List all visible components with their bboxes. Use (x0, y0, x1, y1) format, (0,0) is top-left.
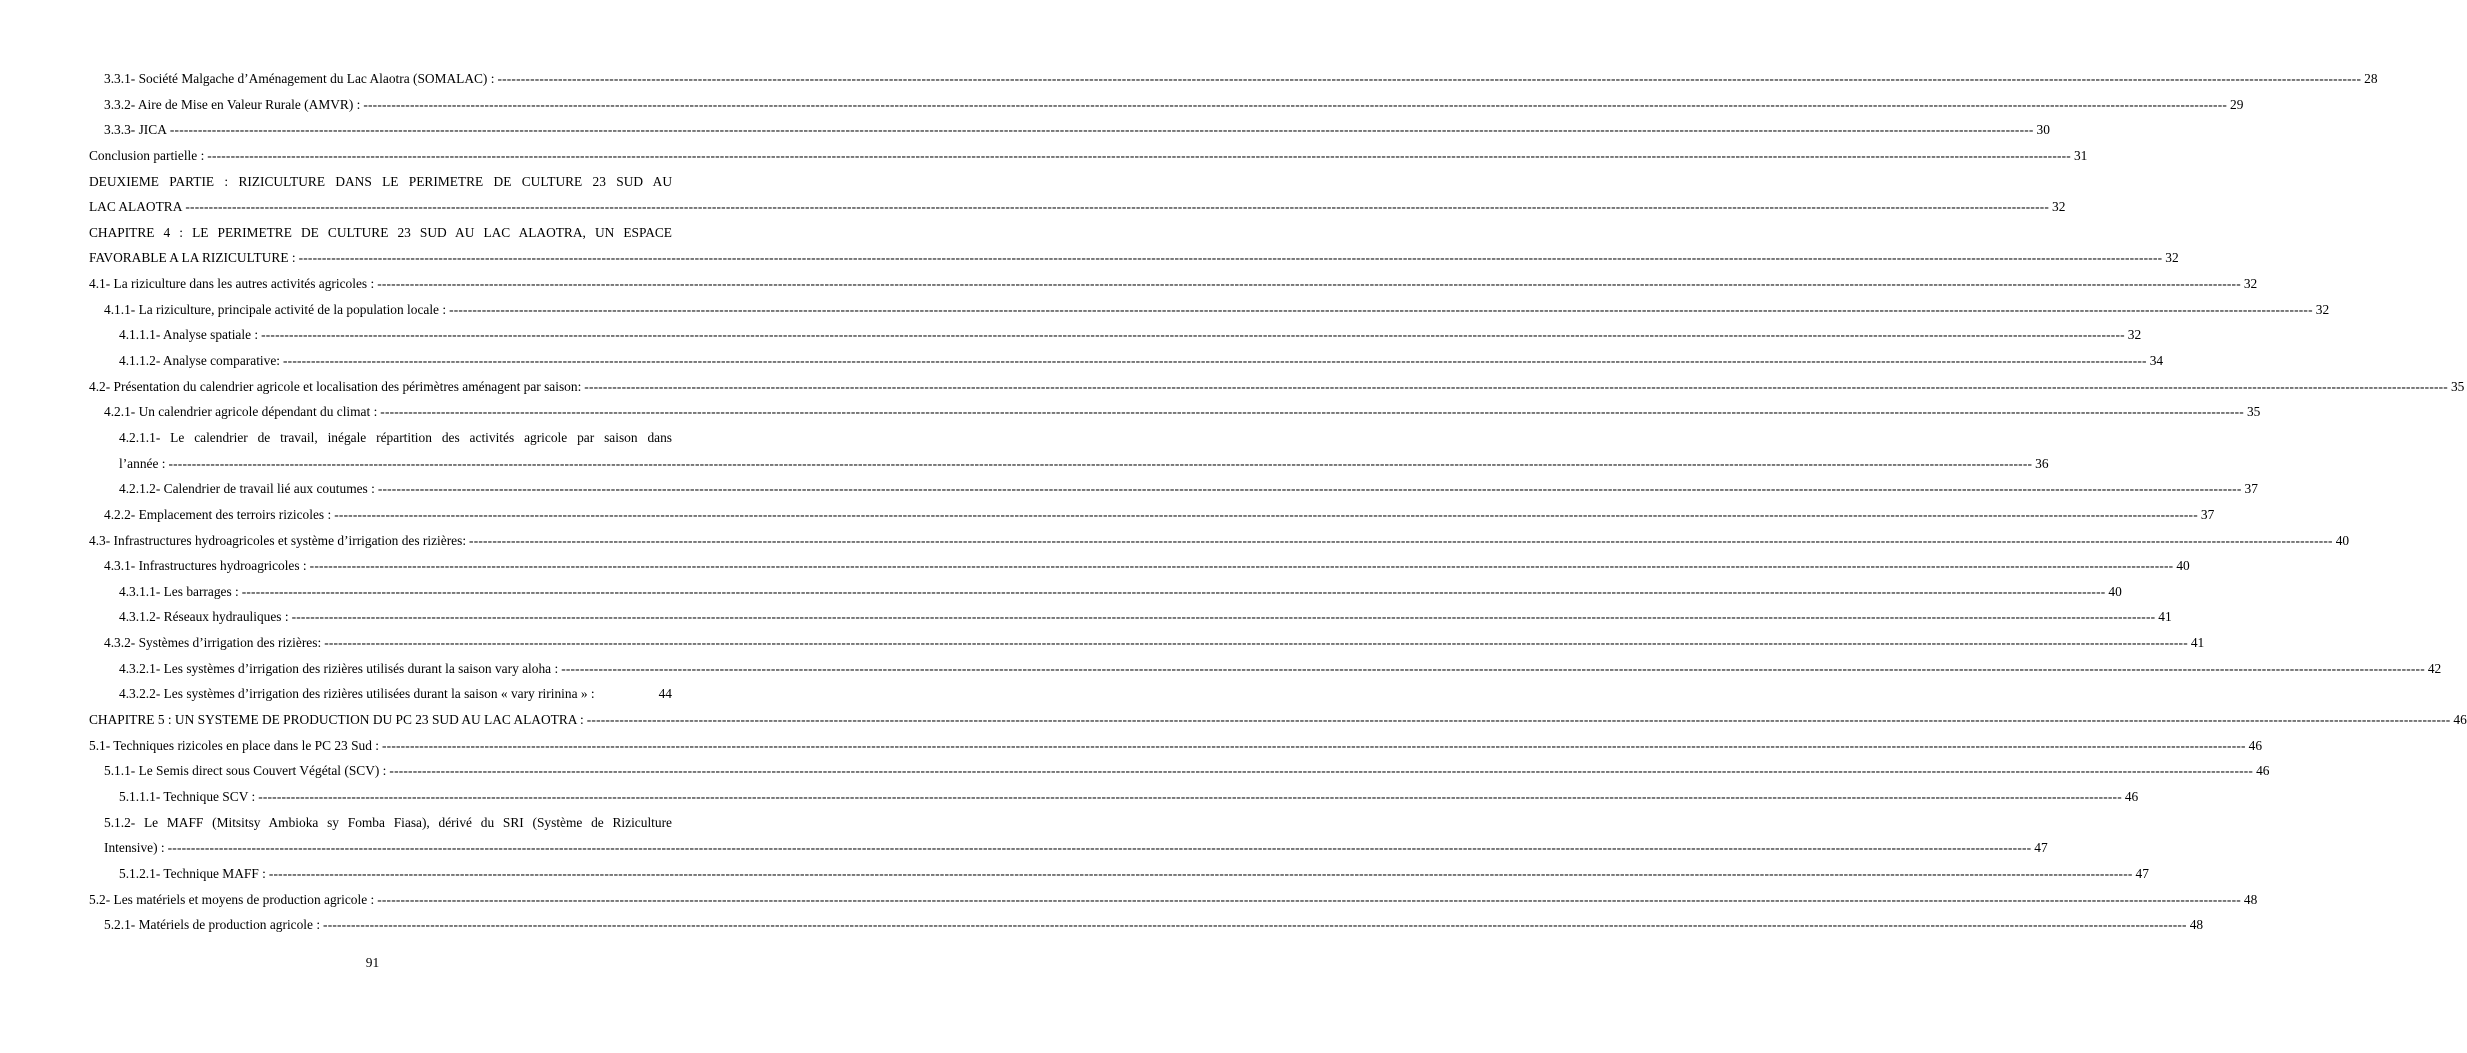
toc-entry-title: 5.2- Les matériels et moyens de production agricole : (89, 891, 375, 907)
toc-entry (89, 579, 2122, 605)
toc-entry (89, 887, 2258, 913)
dot-leader: ---------------------------------------------------------------------------------------------------------------------------------------------------------------------------------------------------------------------------------------------------------------------------------------------------------------------------------------------------------------------------------------------------------------- (309, 558, 2174, 574)
toc-entry-title: 4.1.1- La riziculture, principale activité de la population locale : (104, 301, 447, 317)
toc-entry (89, 630, 2205, 656)
toc-entry-page: 35 (2246, 404, 2261, 420)
dot-leader: ---------------------------------------------------------------------------------------------------------------------------------------------------------------------------------------------------------------------------------------------------------------------------------------------------------------------------------------------------------------------------------------------------------------- (380, 404, 2244, 420)
toc-entry-page: 46 (2256, 763, 2270, 779)
toc-entry (89, 245, 2179, 271)
dot-leader: ---------------------------------------------------------------------------------------------------------------------------------------------------------------------------------------------------------------------------------------------------------------------------------------------------------------------------------------------------------------------------------------------------------------- (268, 865, 2133, 881)
toc-entry: CHAPITRE 4 : LE PERIMETRE DE CULTURE 23 SUD AU LAC ALAOTRA, UN ESPACE (89, 224, 672, 240)
toc-entry-title: 4.3.2- Systèmes d’irrigation des rizières: (104, 635, 322, 651)
toc-entry-title: 5.1.2.1- Technique MAFF : (119, 865, 266, 881)
toc-entry-page: 40 (2176, 558, 2190, 574)
toc-entry-title: 4.3.1.2- Réseaux hydrauliques : (119, 609, 289, 625)
dot-leader: ---------------------------------------------------------------------------------------------------------------------------------------------------------------------------------------------------------------------------------------------------------------------------------------------------------------------------------------------------------------------------------------------------------------- (324, 635, 2188, 651)
toc-entry (89, 861, 2149, 887)
dot-leader: ---------------------------------------------------------------------------------------------------------------------------------------------------------------------------------------------------------------------------------------------------------------------------------------------------------------------------------------------------------------------------------------------------------------- (261, 327, 2125, 343)
toc-entry (89, 733, 2263, 759)
toc-entry-page: 48 (2243, 891, 2258, 907)
dot-leader: ---------------------------------------------------------------------------------------------------------------------------------------------------------------------------------------------------------------------------------------------------------------------------------------------------------------------------------------------------------------------------------------------------------------- (323, 917, 2187, 933)
dot-leader: ---------------------------------------------------------------------------------------------------------------------------------------------------------------------------------------------------------------------------------------------------------------------------------------------------------------------------------------------------------------------------------------------------------------- (334, 506, 2198, 522)
toc-entry (89, 656, 2442, 682)
toc-entry (89, 143, 2088, 169)
table-of-contents (89, 66, 2467, 938)
toc-entry-page: 35 (2450, 378, 2465, 394)
toc-entry-page: 42 (2427, 660, 2442, 676)
dot-leader: ---------------------------------------------------------------------------------------------------------------------------------------------------------------------------------------------------------------------------------------------------------------------------------------------------------------------------------------------------------------------------------------------------------------- (449, 301, 2313, 317)
toc-entry-title: 4.3- Infrastructures hydroagricoles et système d’irrigation des rizières: (89, 532, 467, 548)
toc-entry (89, 194, 2066, 220)
toc-entry-title: 4.2.2- Emplacement des terroirs rizicoles : (104, 506, 332, 522)
toc-entry-page: 47 (2034, 840, 2048, 856)
toc-entry-title: 4.2.1- Un calendrier agricole dépendant du climat : (104, 404, 378, 420)
toc-entry (89, 758, 2270, 784)
toc-entry-page: 40 (2335, 532, 2350, 548)
toc-entry: DEUXIEME PARTIE : RIZICULTURE DANS LE PERIMETRE DE CULTURE 23 SUD AU (89, 173, 672, 189)
toc-entry (89, 707, 2467, 733)
dot-leader: ---------------------------------------------------------------------------------------------------------------------------------------------------------------------------------------------------------------------------------------------------------------------------------------------------------------------------------------------------------------------------------------------------------------- (377, 276, 2241, 292)
toc-entry: 4.2.1.1- Le calendrier de travail, inégale répartition des activités agricole par saison dans (119, 429, 672, 445)
toc-entry-title: 4.2.1.2- Calendrier de travail lié aux coutumes : (119, 481, 375, 497)
toc-entry-page: 34 (2149, 353, 2164, 369)
toc-entry-page: 46 (2124, 788, 2139, 804)
dot-leader: ---------------------------------------------------------------------------------------------------------------------------------------------------------------------------------------------------------------------------------------------------------------------------------------------------------------------------------------------------------------------------------------------------------------- (389, 763, 2254, 779)
toc-entry (89, 784, 2139, 810)
dot-leader: ---------------------------------------------------------------------------------------------------------------------------------------------------------------------------------------------------------------------------------------------------------------------------------------------------------------------------------------------------------------------------------------------------------------- (207, 147, 2071, 163)
toc-entry-page: 32 (2127, 327, 2142, 343)
dot-leader: ---------------------------------------------------------------------------------------------------------------------------------------------------------------------------------------------------------------------------------------------------------------------------------------------------------------------------------------------------------------------------------------------------------------- (363, 96, 2228, 112)
toc-entry-title: CHAPITRE 5 : UN SYSTEME DE PRODUCTION DU PC 23 SUD AU LAC ALAOTRA : (89, 712, 584, 728)
toc-entry-title: 4.3.1- Infrastructures hydroagricoles : (104, 558, 307, 574)
toc-entry (89, 528, 2350, 554)
toc-entry-title: 4.1- La riziculture dans les autres activités agricoles : (89, 276, 375, 292)
dot-leader: ---------------------------------------------------------------------------------------------------------------------------------------------------------------------------------------------------------------------------------------------------------------------------------------------------------------------------------------------------------------------------------------------------------------- (469, 532, 2333, 548)
toc-entry-title: 4.3.1.1- Les barrages : (119, 583, 239, 599)
toc-entry-page: 37 (2200, 506, 2215, 522)
toc-entry-page: 46 (2248, 737, 2263, 753)
toc-entry-title: 5.2.1- Matériels de production agricole : (104, 917, 321, 933)
toc-entry-title: 3.3.2- Aire de Mise en Valeur Rurale (AMVR) : (104, 96, 361, 112)
toc-entry-title: FAVORABLE A LA RIZICULTURE : (89, 250, 296, 266)
dot-leader: ---------------------------------------------------------------------------------------------------------------------------------------------------------------------------------------------------------------------------------------------------------------------------------------------------------------------------------------------------------------------------------------------------------------- (168, 455, 2033, 471)
toc-entry-page: 32 (2243, 276, 2258, 292)
toc-entry (89, 66, 2378, 92)
toc-entry-page: 30 (2036, 122, 2050, 138)
toc-entry-page: 44 (658, 686, 672, 702)
toc-entry-page: 31 (2073, 147, 2088, 163)
toc-entry-title: 3.3.3- JICA (104, 122, 167, 138)
toc-entry-page: 47 (2135, 865, 2149, 881)
toc-entry-page: 46 (2453, 712, 2467, 728)
toc-entry-page: 40 (2108, 583, 2122, 599)
toc-entry (89, 374, 2465, 400)
toc-entry (89, 297, 2330, 323)
dot-leader: ---------------------------------------------------------------------------------------------------------------------------------------------------------------------------------------------------------------------------------------------------------------------------------------------------------------------------------------------------------------------------------------------------------------- (169, 122, 2034, 138)
toc-entry-page: 41 (2158, 609, 2172, 625)
dot-leader: ---------------------------------------------------------------------------------------------------------------------------------------------------------------------------------------------------------------------------------------------------------------------------------------------------------------------------------------------------------------------------------------------------------------- (377, 891, 2241, 907)
dot-leader: ---------------------------------------------------------------------------------------------------------------------------------------------------------------------------------------------------------------------------------------------------------------------------------------------------------------------------------------------------------------------------------------------------------------- (584, 378, 2448, 394)
toc-entry (89, 835, 2048, 861)
dot-leader: ---------------------------------------------------------------------------------------------------------------------------------------------------------------------------------------------------------------------------------------------------------------------------------------------------------------------------------------------------------------------------------------------------------------- (241, 583, 2106, 599)
toc-entry (89, 681, 672, 707)
toc-entry-page: 41 (2190, 635, 2205, 651)
toc-entry-title: 5.1- Techniques rizicoles en place dans le PC 23 Sud : (89, 737, 379, 753)
dot-leader: ---------------------------------------------------------------------------------------------------------------------------------------------------------------------------------------------------------------------------------------------------------------------------------------------------------------------------------------------------------------------------------------------------------------- (377, 481, 2242, 497)
toc-entry (89, 322, 2142, 348)
dot-leader: ---------------------------------------------------------------------------------------------------------------------------------------------------------------------------------------------------------------------------------------------------------------------------------------------------------------------------------------------------------------------------------------------------------------- (586, 712, 2451, 728)
toc-entry-title: 5.1.1.1- Technique SCV : (119, 788, 256, 804)
toc-entry (89, 476, 2258, 502)
toc-entry-page: 36 (2035, 455, 2049, 471)
dot-leader (595, 681, 659, 707)
toc-entry (89, 553, 2190, 579)
toc-entry-page: 32 (2052, 199, 2066, 215)
toc-entry-title: 4.1.1.2- Analyse comparative: (119, 353, 281, 369)
dot-leader: ---------------------------------------------------------------------------------------------------------------------------------------------------------------------------------------------------------------------------------------------------------------------------------------------------------------------------------------------------------------------------------------------------------------- (561, 660, 2425, 676)
toc-entry-title: 5.1.1- Le Semis direct sous Couvert Végétal (SCV) : (104, 763, 387, 779)
toc-entry-page: 28 (2364, 71, 2378, 86)
toc-entry (89, 502, 2215, 528)
toc-entry-title: 4.3.2.2- Les systèmes d’irrigation des rizières utilisées durant la saison « vary ririnina » : (119, 686, 595, 702)
dot-leader: ---------------------------------------------------------------------------------------------------------------------------------------------------------------------------------------------------------------------------------------------------------------------------------------------------------------------------------------------------------------------------------------------------------------- (185, 199, 2050, 215)
toc-entry-title: LAC ALAOTRA (89, 199, 183, 215)
toc-entry (89, 117, 2050, 143)
page-number: 91 (365, 955, 380, 970)
toc-entry-title: l’année : (119, 455, 166, 471)
toc-entry-page: 32 (2165, 250, 2179, 266)
toc-entry-title: 4.1.1.1- Analyse spatiale : (119, 327, 259, 343)
toc-entry (89, 451, 2049, 477)
toc-entry (89, 271, 2258, 297)
toc-entry-page: 37 (2244, 481, 2258, 497)
dot-leader: ---------------------------------------------------------------------------------------------------------------------------------------------------------------------------------------------------------------------------------------------------------------------------------------------------------------------------------------------------------------------------------------------------------------- (283, 353, 2147, 369)
toc-entry-title: 4.3.2.1- Les systèmes d’irrigation des rizières utilisés durant la saison vary aloha : (119, 660, 559, 676)
dot-leader: ---------------------------------------------------------------------------------------------------------------------------------------------------------------------------------------------------------------------------------------------------------------------------------------------------------------------------------------------------------------------------------------------------------------- (497, 71, 2362, 86)
toc-entry-title: Intensive) : (104, 840, 165, 856)
dot-leader: ---------------------------------------------------------------------------------------------------------------------------------------------------------------------------------------------------------------------------------------------------------------------------------------------------------------------------------------------------------------------------------------------------------------- (167, 840, 2032, 856)
toc-entry: 5.1.2- Le MAFF (Mitsitsy Ambioka sy Fomba Fiasa), dérivé du SRI (Système de Riziculture (104, 814, 672, 830)
toc-entry (89, 92, 2244, 118)
toc-entry (89, 604, 2172, 630)
dot-leader: ---------------------------------------------------------------------------------------------------------------------------------------------------------------------------------------------------------------------------------------------------------------------------------------------------------------------------------------------------------------------------------------------------------------- (382, 737, 2246, 753)
toc-entry-title: 4.2- Présentation du calendrier agricole et localisation des périmètres aménagent par saison: (89, 378, 582, 394)
toc-entry (89, 348, 2164, 374)
toc-entry-page: 48 (2189, 917, 2204, 933)
toc-entry-title: 3.3.1- Société Malgache d’Aménagement du Lac Alaotra (SOMALAC) : (104, 71, 495, 86)
dot-leader: ---------------------------------------------------------------------------------------------------------------------------------------------------------------------------------------------------------------------------------------------------------------------------------------------------------------------------------------------------------------------------------------------------------------- (291, 609, 2156, 625)
toc-entry-page: 29 (2230, 96, 2244, 112)
toc-entry (89, 399, 2261, 425)
toc-entry (89, 912, 2204, 938)
toc-entry-page: 32 (2315, 301, 2330, 317)
dot-leader: ---------------------------------------------------------------------------------------------------------------------------------------------------------------------------------------------------------------------------------------------------------------------------------------------------------------------------------------------------------------------------------------------------------------- (258, 788, 2122, 804)
toc-entry-title: Conclusion partielle : (89, 147, 205, 163)
dot-leader: ---------------------------------------------------------------------------------------------------------------------------------------------------------------------------------------------------------------------------------------------------------------------------------------------------------------------------------------------------------------------------------------------------------------- (298, 250, 2163, 266)
